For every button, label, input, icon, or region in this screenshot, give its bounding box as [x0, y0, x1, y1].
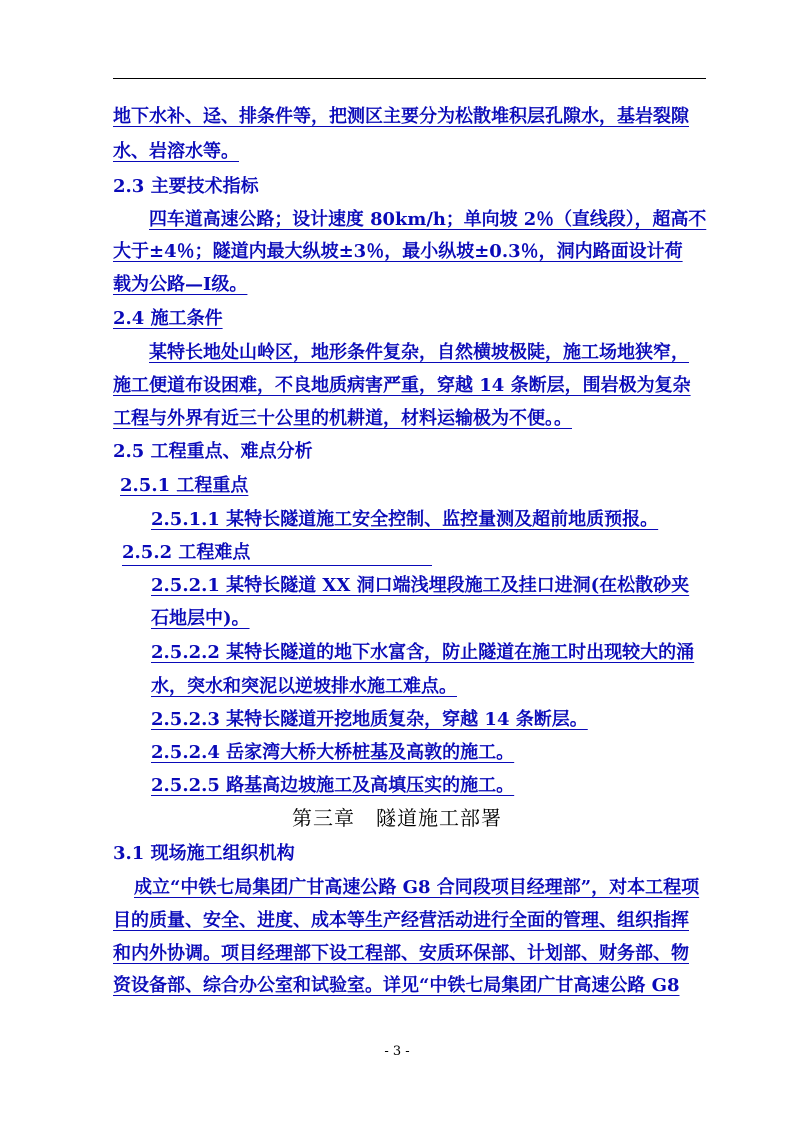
section-heading: 2.3 主要技术指标: [113, 176, 259, 197]
paragraph-line: 成立“中铁七局集团广甘高速公路 G8 合同段项目经理部”，对本工程项: [134, 877, 700, 898]
item-line: 石地层中)。: [151, 608, 250, 629]
paragraph-line: 施工便道布设困难，不良地质病害严重，穿越 14 条断层，围岩极为复杂: [113, 375, 691, 396]
paragraph-line: 载为公路—Ⅰ级。: [113, 274, 248, 295]
paragraph-line: 资设备部、综合办公室和试验室。详见“中铁七局集团广甘高速公路 G8: [113, 975, 680, 996]
paragraph-line: 目的质量、安全、进度、成本等生产经营活动进行全面的管理、组织指挥: [113, 910, 689, 931]
paragraph-line: 四车道高速公路；设计速度 80km/h；单向坡 2％（直线段），超高不: [149, 209, 707, 230]
item-line: 2.5.2.3 某特长隧道开挖地质复杂，穿越 14 条断层。: [151, 709, 588, 730]
paragraph-line: 和内外协调。项目经理部下设工程部、安质环保部、计划部、财务部、物: [113, 943, 689, 964]
item-line: 2.5.2.5 路基高边坡施工及高填压实的施工。: [151, 775, 515, 796]
paragraph-line: 大于±4％；隧道内最大纵坡±3％，最小纵坡±0.3％，洞内路面设计荷: [113, 241, 683, 262]
item-line: 水，突水和突泥以逆坡排水施工难点。: [151, 676, 457, 697]
chapter-title: 第三章 隧道施工部署: [292, 806, 502, 830]
section-heading: 2.4 施工条件: [113, 308, 223, 329]
paragraph-line: 地下水补、迳、排条件等，把测区主要分为松散堆积层孔隙水，基岩裂隙: [113, 106, 689, 127]
header-rule: [113, 78, 706, 79]
page-number: - 3 -: [384, 1044, 410, 1059]
item-line: 2.5.2.1 某特长隧道 XX 洞口端浅埋段施工及挂口进洞(在松散砂夹: [151, 575, 690, 596]
subsection-heading: 2.5.1 工程重点: [120, 475, 249, 496]
paragraph-line: 工程与外界有近三十公里的机耕道，材料运输极为不便。。: [113, 408, 572, 429]
paragraph-line: 某特长地处山岭区，地形条件复杂，自然横坡极陡，施工场地狭窄，: [149, 342, 689, 363]
section-heading: 2.5 工程重点、难点分析: [113, 441, 313, 462]
paragraph-line: 水、岩溶水等。: [113, 141, 239, 162]
item-line: 2.5.1.1 某特长隧道施工安全控制、监控量测及超前地质预报。: [151, 509, 659, 530]
heading-underline: [122, 565, 432, 566]
subsection-heading: 2.5.2 工程难点: [122, 542, 251, 563]
section-heading: 3.1 现场施工组织机构: [113, 843, 295, 864]
item-line: 2.5.2.4 岳家湾大桥大桥桩基及高敦的施工。: [151, 742, 515, 763]
item-line: 2.5.2.2 某特长隧道的地下水富含，防止隧道在施工时出现较大的涌: [151, 642, 695, 663]
